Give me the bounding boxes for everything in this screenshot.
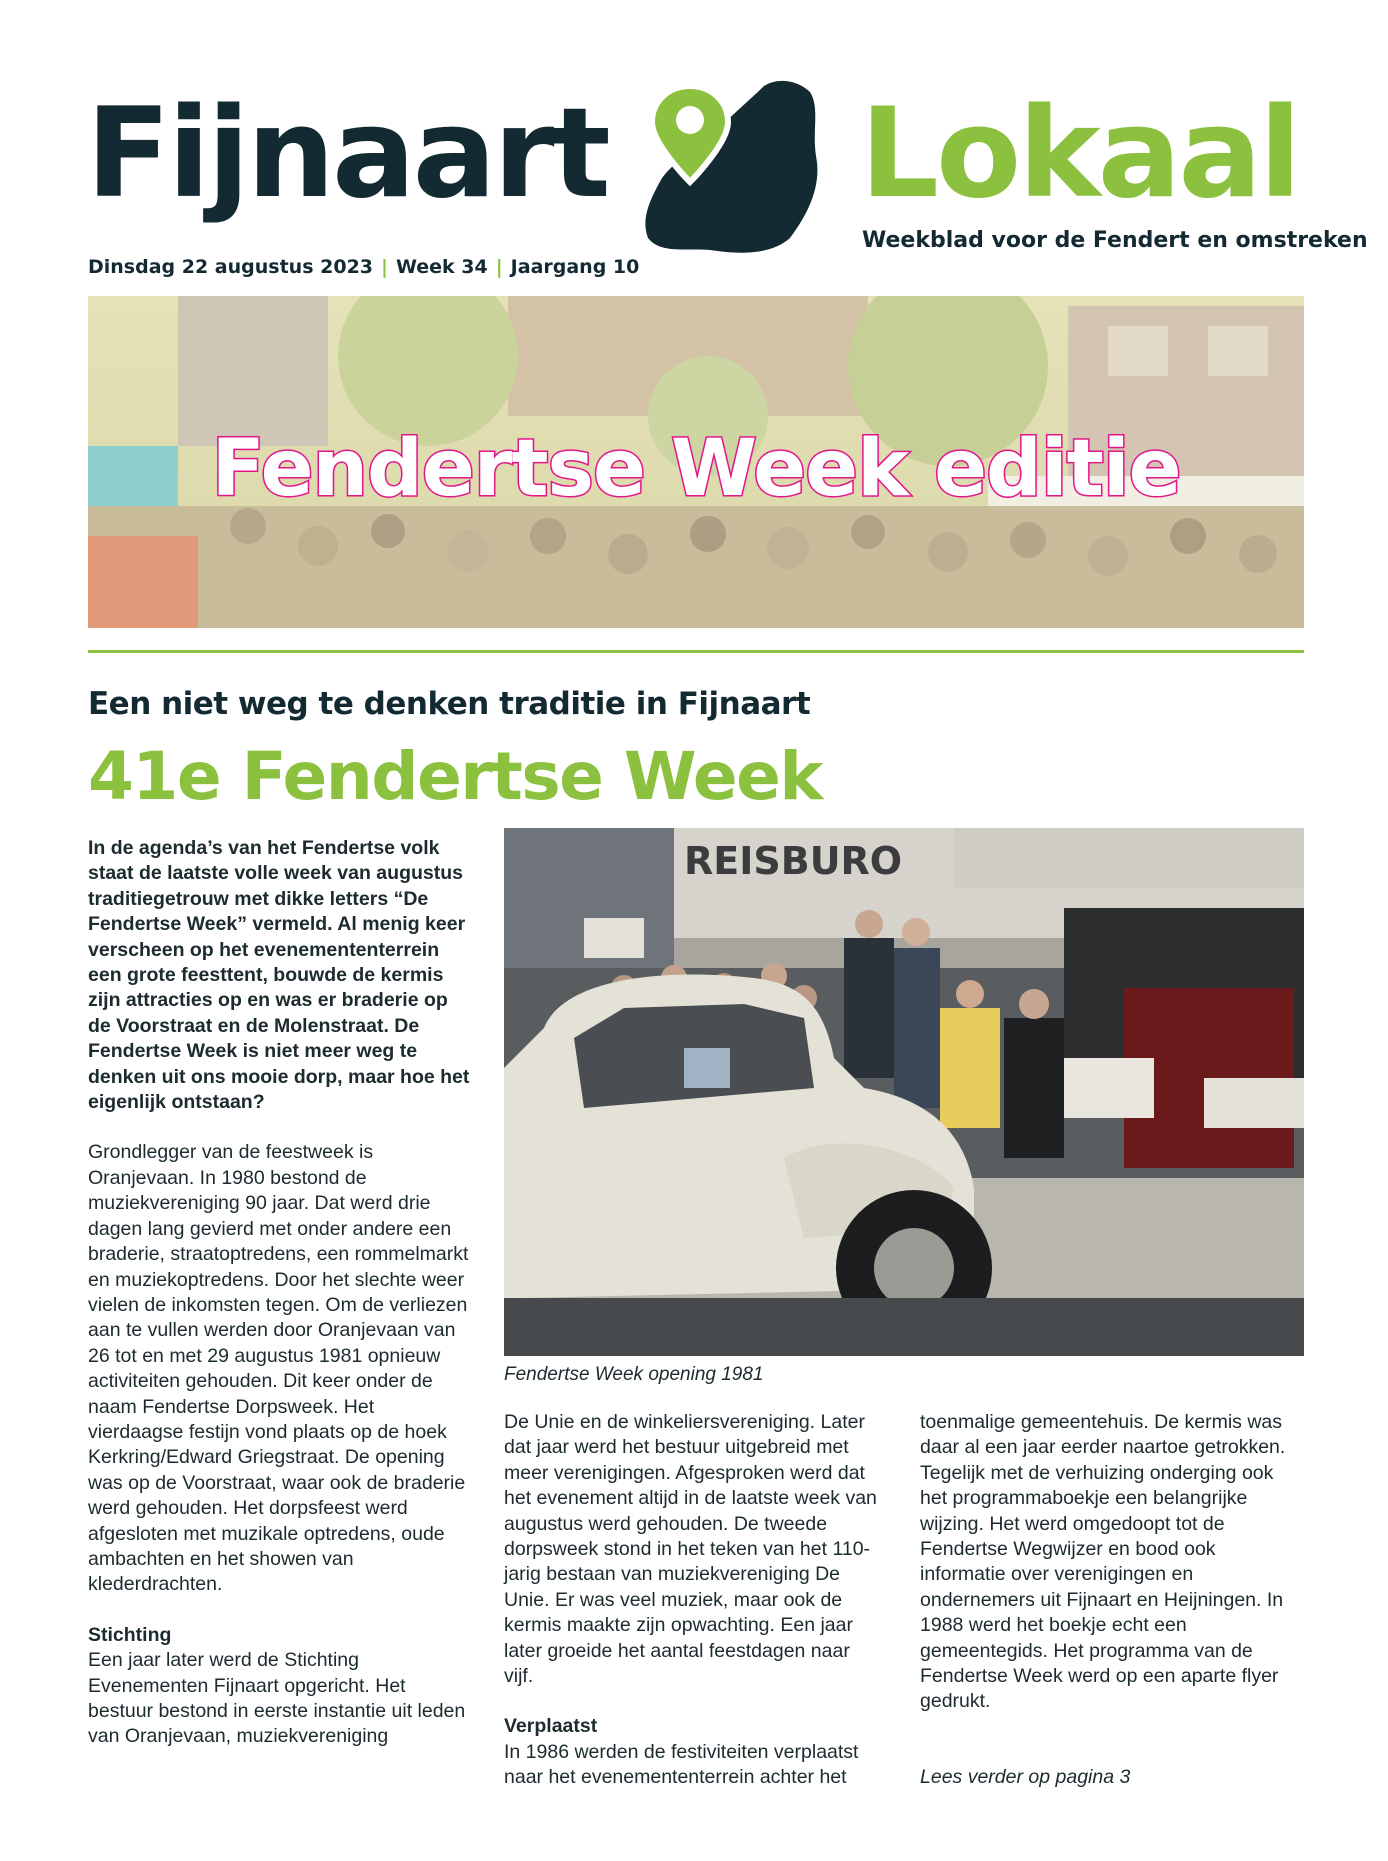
article-column-1 (88, 836, 472, 1750)
issue-dateline (88, 256, 639, 278)
paragraph-spacer (88, 1598, 472, 1623)
article-subheading-verplaatst: Verplaatst (504, 1715, 598, 1738)
banner-title: Fendertse Week editie (211, 424, 1181, 514)
article-subheading-stichting: Stichting (88, 1623, 172, 1646)
issue-volume: Jaargang 10 (510, 256, 640, 278)
article-headline: 41e Fendertse Week (88, 738, 822, 815)
masthead-title-fijnaart: Fijnaart (86, 82, 608, 226)
article-column-3 (920, 1410, 1304, 1790)
map-pin-logo-icon (640, 78, 830, 258)
article-kicker: Een niet weg te denken traditie in Fijnaart (88, 686, 811, 722)
masthead-title-lokaal: Lokaal (860, 82, 1299, 226)
article-lead: In de agenda’s van het Fendertse volk staat de laatste volle week van augustus traditiegetrouw met dikke letters “De Fendertse Week” vermeld. Al menig keer verscheen op het evenemententerrein een grote feesttent, bouwde de kermis zijn attracties op en was er braderie op de Voorstraat en de Molenstraat. De Fendertse Week is niet meer weg te denken uit ons mooie dorp, maar hoe het eigenlijk ontstaan? (88, 837, 470, 1114)
photo-reisburo-sign: REISBURO (684, 839, 903, 883)
article-column-2 (504, 1410, 882, 1791)
dateline-separator: | (381, 256, 388, 278)
article-paragraph: In 1986 werden de festiviteiten verplaatst naar het evenemententerrein achter het (504, 1740, 859, 1789)
section-divider (88, 650, 1304, 653)
issue-date: Dinsdag 22 augustus 2023 (88, 256, 374, 278)
paragraph-spacer (920, 1715, 1304, 1740)
paragraph-spacer (88, 1115, 472, 1140)
paragraph-spacer (920, 1740, 1304, 1765)
masthead-tagline: Weekblad voor de Fendert en omstreken (862, 228, 1368, 253)
photo-vintage-car-image (504, 828, 1304, 1356)
article-paragraph: Grondlegger van de feestweek is Oranjevaan. In 1980 bestond de muziekvereniging 90 jaar. Dat werd drie dagen lang gevierd met onder andere een braderie, straatoptredens, een rommelmarkt en muziekoptredens. Door het slechte weer vielen de inkomsten tegen. Om de verliezen aan te vullen werden door Oranjevaan van 26 tot en met 29 augustus 1981 opnieuw activiteiten gehouden. Dit keer onder de naam Fendertse Dorpsweek. Het vierdaagse festijn vond plaats op de hoek Kerkring/Edward Griegstraat. De opening was op de Voorstraat, waar ook de braderie werd gehouden. Het dorpsfeest werd afgesloten met muzikale optredens, oude ambachten en het showen van klederdrachten. (88, 1141, 469, 1596)
continued-on-page-link[interactable]: Lees verder op pagina 3 (920, 1765, 1131, 1788)
paragraph-spacer (504, 1689, 882, 1714)
dateline-separator: | (495, 256, 503, 278)
article-paragraph: De Unie en de winkeliersvereniging. Later dat jaar werd het bestuur uitgebreid met meer verenigingen. Afgesproken werd dat het evenement altijd in de laatste week van augustus werd gehouden. De tweede dorpsweek stond in het teken van het 110-jarig bestaan van muziekvereniging De Unie. Er was veel muziek, maar ook de kermis maakte zijn opwachting. Een jaar later groeide het aantal feestdagen naar vijf. (504, 1411, 877, 1688)
article-paragraph: toenmalige gemeentehuis. De kermis was daar al een jaar eerder naartoe getrokken. Tegelijk met de verhuizing onderging ook het programmaboekje een belangrijke wijzing. Het werd omgedoopt tot de Fendertse Wegwijzer en bood ook informatie over verenigingen en ondernemers uit Fijnaart en Heijningen. In 1988 werd het boekje echt een gemeentegids. Het programma van de Fendertse Week werd op een aparte flyer gedrukt. (920, 1411, 1286, 1713)
article-paragraph: Een jaar later werd de Stichting Evenementen Fijnaart opgericht. Het bestuur bestond in eerste instantie uit leden van Oranjevaan, muziekvereniging (88, 1649, 466, 1748)
photo-caption: Fendertse Week opening 1981 (504, 1364, 764, 1385)
issue-week: Week 34 (395, 256, 488, 278)
masthead (0, 0, 1388, 300)
banner (88, 296, 1304, 628)
article-photo (504, 828, 1304, 1356)
